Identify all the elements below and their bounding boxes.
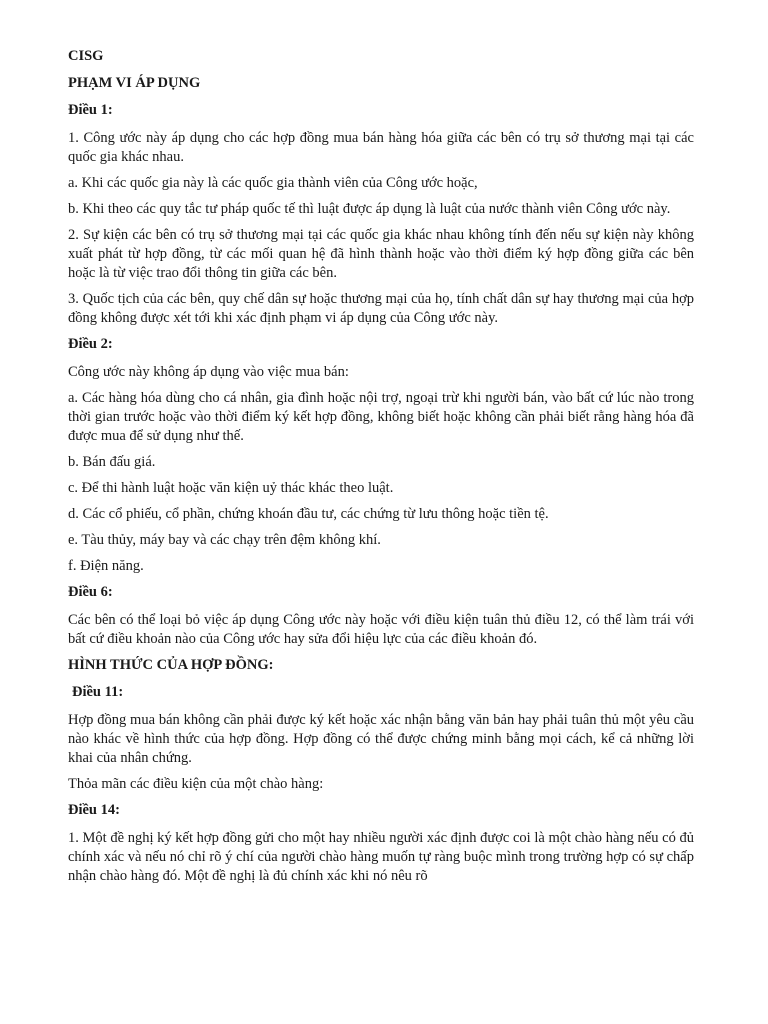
article-14-heading: Điều 14: [68,802,120,818]
article-2-heading: Điều 2: [68,336,113,352]
article-2-item-d: d. Các cổ phiếu, cổ phần, chứng khoán đầu tư, các chứng từ lưu thông hoặc tiền tệ. [68,506,549,522]
article-2-item-f: f. Điện năng. [68,558,144,574]
document-title: CISG [68,48,104,64]
article-1-heading: Điều 1: [68,102,113,118]
article-6-heading: Điều 6: [68,584,113,600]
article-2-item-e: e. Tàu thủy, máy bay và các chạy trên đệm không khí. [68,532,381,548]
article-14-paragraph-1: 1. Một đề nghị ký kết hợp đồng gửi cho một hay nhiều người xác định được coi là một chào hàng nếu có đủ chính xác và nếu nó chỉ rõ ý chí của người chào hàng muốn tự ràng buộc mình trong trường hợp có sự chấp nhận chào hàng đó. Một đề nghị là đủ chính xác khi nó nêu rõ [68,830,694,884]
article-2-item-a: a. Các hàng hóa dùng cho cá nhân, gia đình hoặc nội trợ, ngoại trừ khi người bán, vào bất cứ lúc nào trong thời gian trước hoặc vào thời điểm ký kết hợp đồng, không biết hoặc không cần phải biết rằng hàng hóa đã được mua để sử dụng như thế. [68,390,694,444]
article-2-item-b: b. Bán đấu giá. [68,454,156,470]
article-1-item-b: b. Khi theo các quy tắc tư pháp quốc tế thì luật được áp dụng là luật của nước thành viên Công ước này. [68,201,671,217]
article-2-intro: Công ước này không áp dụng vào việc mua bán: [68,364,349,380]
article-11-paragraph-2: Thỏa mãn các điều kiện của một chào hàng: [68,776,324,792]
document-page [68,47,694,893]
article-11-paragraph-1: Hợp đồng mua bán không cần phải được ký kết hoặc xác nhận bằng văn bản hay phải tuân thủ một yêu cầu nào khác về hình thức của hợp đồng. Hợp đồng có thể được chứng minh bằng mọi cách, kể cả những lời khai của nhân chứng. [68,712,694,766]
section-heading-contract-form: HÌNH THỨC CỦA HỢP ĐỒNG: [68,657,274,673]
section-heading-scope: PHẠM VI ÁP DỤNG [68,75,201,91]
article-1-paragraph-3: 3. Quốc tịch của các bên, quy chế dân sự hoặc thương mại của họ, tính chất dân sự hay thương mại của hợp đồng không được xét tới khi xác định phạm vi áp dụng của Công ước này. [68,291,694,326]
article-1-paragraph-2: 2. Sự kiện các bên có trụ sở thương mại tại các quốc gia khác nhau không tính đến nếu sự kiện này không xuất phát từ hợp đồng, từ các mối quan hệ đã hình thành hoặc vào thời điểm ký hợp đồng giữa các bên hoặc là từ việc trao đổi thông tin giữa các bên. [68,227,694,281]
article-1-item-a: a. Khi các quốc gia này là các quốc gia thành viên của Công ước hoặc, [68,175,478,191]
article-2-item-c: c. Để thi hành luật hoặc văn kiện uỷ thác khác theo luật. [68,480,394,496]
article-1-paragraph-1: 1. Công ước này áp dụng cho các hợp đồng mua bán hàng hóa giữa các bên có trụ sở thương mại tại các quốc gia khác nhau. [68,130,694,165]
article-11-heading: Điều 11: [72,684,124,700]
article-6-paragraph: Các bên có thể loại bỏ việc áp dụng Công ước này hoặc với điều kiện tuân thủ điều 12, có thể làm trái với bất cứ điều khoản nào của Công ước hay sửa đổi hiệu lực của các điều khoản đó. [68,612,694,647]
